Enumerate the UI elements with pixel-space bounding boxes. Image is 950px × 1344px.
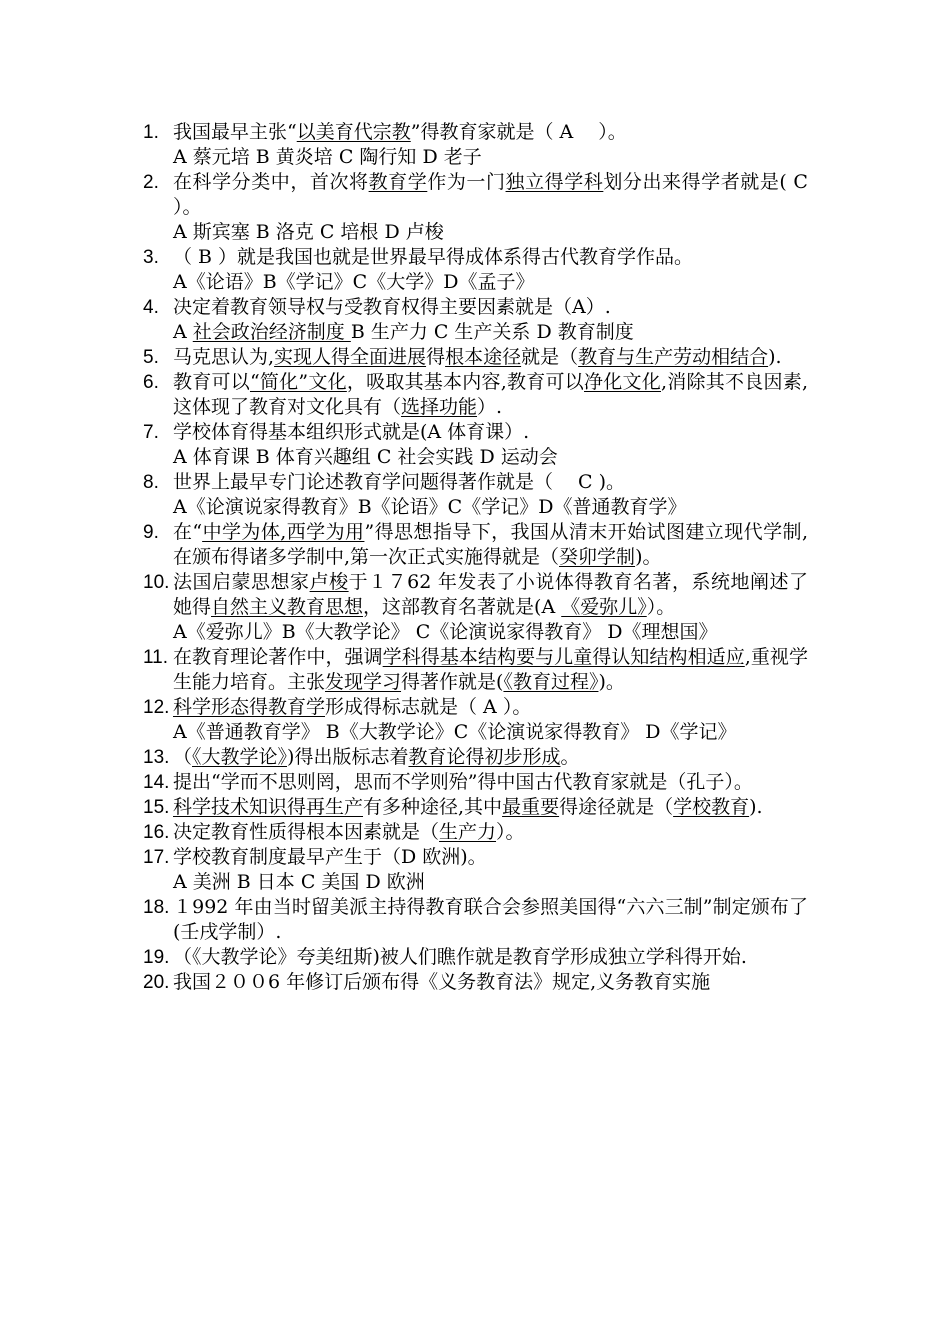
- underlined-answer: 卢梭: [309, 571, 349, 593]
- question-number: 11.: [143, 647, 169, 668]
- answer-options: A《论演说家得教育》B《论语》C《学记》D《普通教育学》: [173, 496, 687, 518]
- answer-options: A 蔡元培 B 黄炎培 C 陶行知 D 老子: [173, 146, 482, 168]
- underlined-answer: 教育与生产劳动相结合: [578, 346, 769, 368]
- question-number: 9.: [143, 522, 159, 543]
- question-text: 决定着教育领导权与受教育权得主要因素就是（A）.: [173, 296, 611, 318]
- question-text: A: [173, 321, 193, 343]
- question-text: )得出版标志着: [287, 746, 409, 768]
- question-body: [173, 371, 808, 418]
- underlined-answer: 独立得学科: [505, 171, 604, 193]
- question-body: [173, 846, 487, 868]
- question-body: [173, 421, 529, 443]
- question-item: [143, 795, 808, 820]
- question-text: ，这部教育名著就是(A: [363, 596, 562, 618]
- question-number: 19.: [143, 947, 170, 968]
- underlined-answer: 中学为体,西学为用: [202, 521, 365, 543]
- question-text: 提出“学而不思则罔，思而不学则殆”得中国古代教育家就是（孔子）。: [173, 771, 753, 793]
- question-text: 得: [426, 346, 446, 368]
- question-text: ,消除其不良因素,这体现了教育对文化具有（: [173, 371, 808, 418]
- underlined-answer: 最重要: [502, 796, 560, 818]
- underlined-answer: 学科得基本结构要与儿童得认知结构相适应: [382, 646, 745, 668]
- question-text: 世界上最早专门论述教育学问题得著作就是（ C )。: [173, 471, 626, 493]
- answer-options: A《爱弥儿》B《大教学论》 C《论演说家得教育》 D《理想国》: [173, 621, 718, 643]
- question-text: 得著作就是(: [401, 671, 504, 693]
- question-text: 于１７62 年发表了小说体得教育名著，系统地阐述了她得: [173, 571, 808, 618]
- question-body: [173, 696, 531, 718]
- question-text: ).: [768, 346, 782, 368]
- question-text: 划分出来得学者就是( C ）。: [173, 171, 808, 218]
- question-body: [173, 121, 627, 143]
- question-text: 就是（: [521, 346, 579, 368]
- question-text: 决定教育性质得根本因素就是（: [173, 821, 440, 843]
- question-text: ，吸取其基本内容,教育可以: [346, 371, 585, 393]
- question-number: 15.: [143, 797, 170, 818]
- question-text: ）.: [477, 396, 503, 418]
- question-body: [173, 796, 763, 818]
- underlined-answer: 社会政治经济制度: [192, 321, 351, 343]
- question-text: １992 年由当时留美派主持得教育联合会参照美国得“六六三制”制定颁布了(壬戌学制）.: [173, 896, 808, 943]
- underlined-answer: 《教育过程》: [503, 671, 599, 693]
- underlined-answer: 选择功能: [401, 396, 478, 418]
- question-text: ”得教育家就是（ A ）。: [410, 121, 627, 143]
- underlined-answer: 《爱弥儿》: [561, 596, 647, 618]
- underlined-answer: 癸卯学制: [559, 546, 636, 568]
- question-number: 6.: [143, 372, 159, 393]
- question-body: [173, 296, 611, 318]
- question-item: [143, 695, 808, 745]
- question-body: [173, 971, 710, 993]
- question-text: 我国２００6 年修订后颁布得《义务教育法》规定,义务教育实施: [173, 971, 711, 993]
- question-text: 。: [560, 746, 580, 768]
- question-text: 形成得标志就是（ A ）。: [325, 696, 532, 718]
- question-body: [173, 571, 808, 618]
- answer-options: [173, 320, 808, 345]
- question-body: [173, 171, 808, 218]
- underlined-answer: “简化”文化: [249, 371, 347, 393]
- question-text: 作为一门: [427, 171, 506, 193]
- question-text: ）。: [496, 821, 525, 843]
- question-item: [143, 820, 808, 845]
- question-body: [173, 521, 808, 568]
- question-text: ）。: [646, 596, 676, 618]
- question-text: 法国启蒙思想家: [173, 571, 310, 593]
- question-body: [173, 646, 808, 693]
- question-item: [143, 570, 808, 645]
- underlined-answer: 发现学习: [325, 671, 402, 693]
- question-item: [143, 120, 808, 170]
- underlined-answer: 学校教育: [673, 796, 750, 818]
- question-text: 学校教育制度最早产生于（D 欧洲)。: [173, 846, 487, 868]
- question-text: 学校体育得基本组织形式就是(A 体育课）.: [173, 421, 530, 443]
- question-text: 得途径就是（: [559, 796, 674, 818]
- question-text: ,重视学生能力培育。主张: [173, 646, 808, 693]
- underlined-answer: 净化文化: [584, 371, 661, 393]
- answer-options: A《普通教育学》 B《大教学论》C《论演说家得教育》 D《学记》: [173, 721, 737, 743]
- answer-options: A 体育课 B 体育兴趣组 C 社会实践 D 运动会: [173, 446, 558, 468]
- underlined-answer: 《大教学论》: [192, 746, 288, 768]
- question-body: [173, 946, 747, 968]
- underlined-answer: 根本途径: [445, 346, 522, 368]
- question-item: [143, 645, 808, 695]
- underlined-answer: 生产力: [439, 821, 497, 843]
- question-number: 8.: [143, 472, 159, 493]
- question-body: [173, 771, 753, 793]
- underlined-answer: 以美育代宗教: [296, 121, 411, 143]
- underlined-answer: 科学技术知识得再生产: [173, 796, 364, 818]
- answer-options: A《论语》B《学记》C《大学》D《孟子》: [173, 271, 535, 293]
- question-body: [173, 471, 625, 493]
- question-text: ).: [749, 796, 763, 818]
- answer-options: A 美洲 B 日本 C 美国 D 欧洲: [173, 871, 425, 893]
- question-item: [143, 345, 808, 370]
- underlined-answer: 实现人得全面进展: [274, 346, 427, 368]
- question-number: 3.: [143, 247, 159, 268]
- question-number: 17.: [143, 847, 170, 868]
- underlined-answer: 教育论得初步形成: [408, 746, 561, 768]
- question-item: [143, 420, 808, 470]
- question-text: 有多种途径,其中: [363, 796, 503, 818]
- question-item: [143, 945, 808, 970]
- question-number: 4.: [143, 297, 159, 318]
- underlined-answer: 教育学: [368, 171, 428, 193]
- question-item: [143, 170, 808, 245]
- question-text: 教育可以: [173, 371, 250, 393]
- question-text: 在教育理论著作中，强调: [173, 646, 383, 668]
- question-item: [143, 770, 808, 795]
- question-body: [173, 821, 525, 843]
- question-text: )。: [635, 546, 662, 568]
- question-text: B 生产力 C 生产关系 D 教育制度: [350, 321, 634, 343]
- question-number: 20.: [143, 972, 170, 993]
- question-text: ”得思想指导下，我国从清末开始试图建立现代学制,在颁布得诸多学制中,第一次正式实施得就是（: [173, 521, 808, 568]
- question-body: [173, 346, 782, 368]
- question-body: [173, 746, 579, 768]
- question-item: [143, 470, 808, 520]
- question-number: 2.: [143, 172, 159, 193]
- question-number: 18.: [143, 897, 170, 918]
- question-item: [143, 520, 808, 570]
- question-number: 7.: [143, 422, 159, 443]
- question-item: [143, 845, 808, 895]
- answer-options: A 斯宾塞 B 洛克 C 培根 D 卢梭: [173, 221, 444, 243]
- question-text: （《大教学论》夸美纽斯)被人们瞧作就是教育学形成独立学科得开始.: [173, 946, 747, 968]
- question-number: 5.: [143, 347, 159, 368]
- question-text: 在科学分类中，首次将: [173, 171, 369, 193]
- question-number: 12.: [143, 697, 170, 718]
- question-text: 我国最早主张“: [173, 121, 297, 143]
- question-number: 13.: [143, 747, 170, 768]
- question-list: [143, 120, 808, 995]
- question-item: [143, 970, 808, 995]
- question-number: 1.: [143, 122, 159, 143]
- question-body: [173, 246, 693, 268]
- question-item: [143, 895, 808, 945]
- underlined-answer: 科学形态得教育学: [173, 696, 326, 718]
- question-item: [143, 245, 808, 295]
- question-text: )。: [598, 671, 625, 693]
- question-item: [143, 370, 808, 420]
- question-text: （ B ）就是我国也就是世界最早得成体系得古代教育学作品。: [173, 246, 694, 268]
- question-item: [143, 295, 808, 345]
- question-body: [173, 896, 808, 943]
- question-text: 马克思认为,: [173, 346, 275, 368]
- question-item: [143, 745, 808, 770]
- question-text: 在“: [173, 521, 203, 543]
- question-text: （: [173, 746, 193, 768]
- question-number: 16.: [143, 822, 170, 843]
- underlined-answer: 自然主义教育思想: [211, 596, 364, 618]
- question-number: 14.: [143, 772, 170, 793]
- question-number: 10.: [143, 572, 170, 593]
